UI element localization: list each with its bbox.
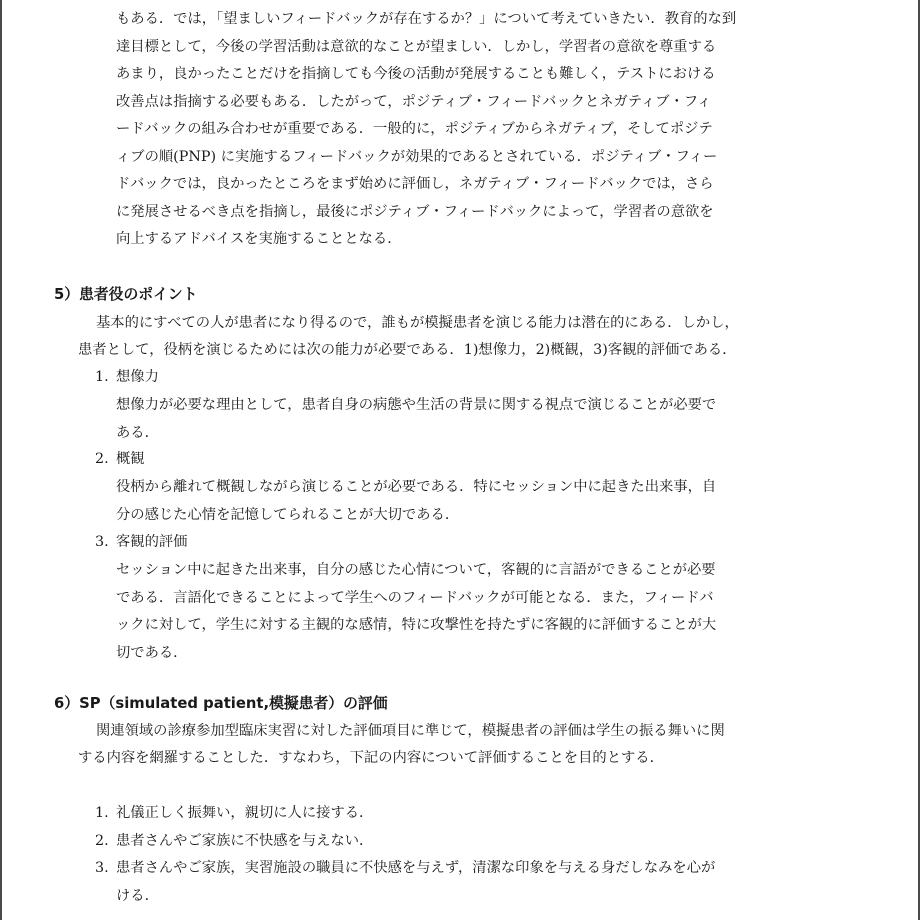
section6-para-line1: 関連領域の診療参加型臨床実習に対した評価項目に準じて，模擬患者の評価は学生の振る舞いに関 [96, 723, 725, 739]
text-line: 向上するアドバイスを実施することとなる． [116, 231, 402, 247]
text-line: もある．では，「望ましいフィードバックが存在するか？」について考えていきたい．教育的な到 [116, 11, 737, 27]
text-line: 改善点は指摘する必要もある．したがって，ポジティブ・フィードバックとネガティブ・フィ [116, 93, 712, 110]
text-line: ィブの順(PNP) に実施するフィードバックが効果的であるとされている．ポジティブ・フィー [116, 148, 718, 165]
list-item-body: 患者さんやご家族に不快感を与えない． [116, 833, 374, 849]
section6-heading: 6）SP（simulated patient,模擬患者）の評価 [54, 695, 388, 712]
text-line: である．言語化できることによって学生へのフィードバックが可能となる．また，フィードバ [116, 589, 714, 606]
text-line: ある． [116, 424, 159, 441]
text-line: 達目標として，今後の学習活動は意欲的なことが望ましい．しかし，学習者の意欲を尊重する [116, 38, 717, 55]
list-item-body [116, 392, 716, 447]
section5-para-line2: 患者として，役柄を演じるためには次の能力が必要である．1)想像力，2)概観，3)客観的評価である． [78, 342, 737, 358]
list-number: 2. [95, 451, 109, 467]
list-number: 3. [95, 860, 109, 876]
list-number: 1. [95, 805, 109, 821]
text-line: に発展させるべき点を指摘し，最後にポジティブ・フィードバックによって，学習者の意欲を [116, 203, 714, 220]
text-line: 分の感じた心情を記憶してられることが大切である． [116, 506, 460, 523]
section5-para-line1: 基本的にすべての人が患者になり得るので，誰もが模擬患者を演じる能力は潜在的にある．しかし， [96, 315, 739, 331]
text-line: ドバックでは，良かったところをまず始めに評価し，ネガティブ・フィードバックでは，さら [116, 176, 714, 192]
list-item-title: 客観的評価 [116, 534, 188, 550]
section6-para-line2: する内容を網羅することした．すなわち，下記の内容について評価することを目的とする． [78, 750, 664, 766]
list-item-body [116, 557, 716, 667]
text-line: ードバックの組み合わせが重要である．一般的に，ポジティブからネガティブ，そしてポジテ [116, 121, 713, 137]
list-item-body [116, 855, 715, 910]
text-line: 切である． [116, 644, 188, 661]
text-line: 役柄から離れて概観しながら演じることが必要である．特にセッション中に起きた出来事，自 [116, 479, 717, 495]
text-line: 患者さんやご家族，実習施設の職員に不快感を与えず，清潔な印象を与える身だしなみを心が [116, 860, 716, 876]
text-line: セッション中に起きた出来事，自分の感じた心情について，客観的に言語ができることが必要 [116, 562, 716, 578]
list-number: 1. [95, 369, 109, 385]
text-line: ックに対して，学生に対する主観的な感情，特に攻撃性を持たずに客観的に評価することが大 [116, 617, 717, 633]
text-line: 想像力が必要な理由として，患者自身の病態や生活の背景に関する視点で演じることが必要で [116, 397, 717, 413]
list-item-body: 礼儀正しく振舞い，親切に人に接する． [116, 805, 374, 821]
list-number: 3. [95, 534, 109, 550]
text-line: あまり，良かったことだけを指摘しても今後の活動が発展することも難しく，テストにおける [116, 66, 716, 82]
list-item-title: 想像力 [116, 369, 159, 385]
list-item-body [116, 474, 716, 529]
list-number: 2. [95, 833, 109, 849]
list-item-title: 概観 [116, 451, 145, 467]
section5-heading: 5）患者役のポイント [54, 286, 198, 303]
text-line: ける． [116, 887, 159, 904]
intro-paragraph [116, 6, 736, 254]
